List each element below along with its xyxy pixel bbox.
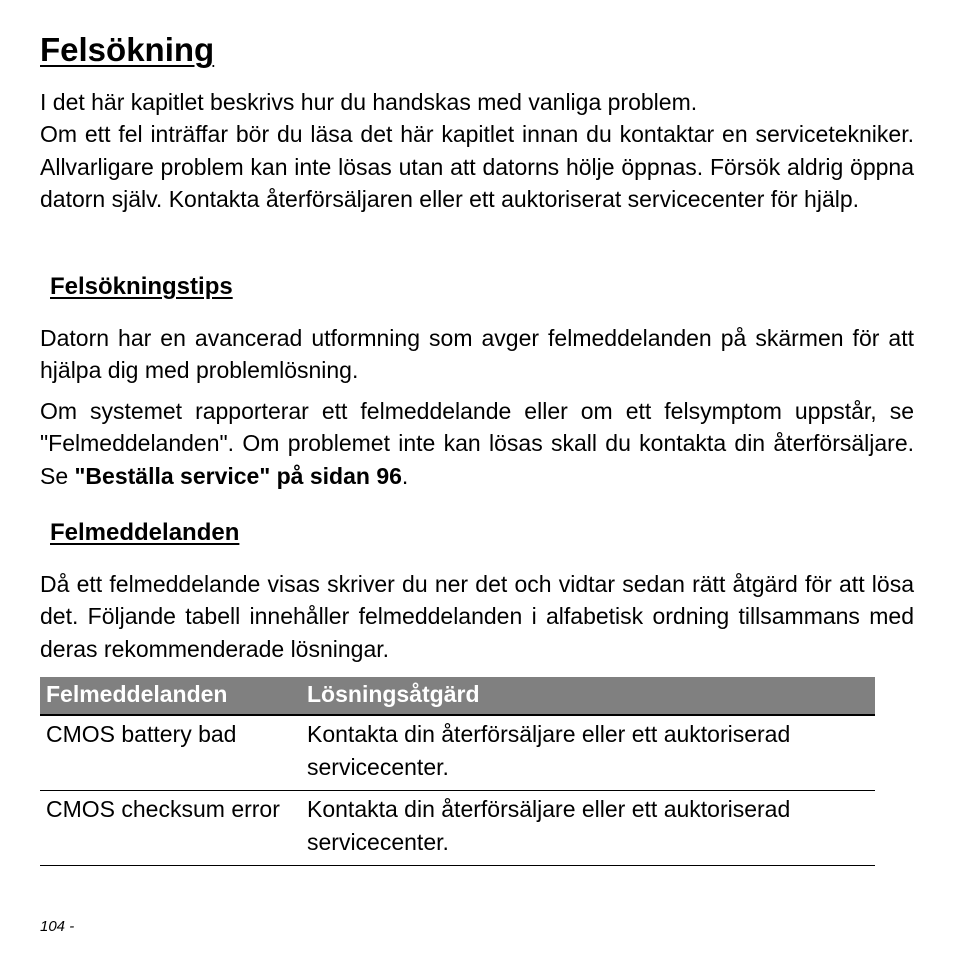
page-title: Felsökning bbox=[40, 31, 215, 68]
solution-cell: Kontakta din återförsäljare eller ett auktoriserad servicecenter. bbox=[301, 715, 875, 791]
service-reference-link[interactable]: "Beställa service" på sidan 96 bbox=[74, 462, 402, 489]
error-messages-table bbox=[40, 677, 875, 866]
table-row bbox=[40, 715, 875, 791]
tips-paragraph-2-end: . bbox=[401, 462, 409, 489]
section-heading-tips: Felsökningstips bbox=[50, 273, 233, 300]
table-header-row bbox=[40, 677, 875, 715]
solution-cell: Kontakta din återförsäljare eller ett auktoriserad servicecenter. bbox=[301, 791, 875, 866]
column-header-message: Felmeddelanden bbox=[40, 677, 301, 715]
intro-paragraph bbox=[40, 86, 914, 215]
page-number: 104 - bbox=[40, 918, 75, 935]
section-heading-errors: Felmeddelanden bbox=[50, 519, 240, 546]
intro-line: I det här kapitlet beskrivs hur du handskas med vanliga problem. bbox=[40, 89, 698, 115]
tips-paragraph-1: Datorn har en avancerad utformning som avger felmeddelanden på skärmen för att hjälpa dig med problemlösning. bbox=[40, 325, 914, 384]
errors-paragraph: Då ett felmeddelande visas skriver du ner det och vidtar sedan rätt åtgärd för att lösa det. Följande tabell innehåller felmeddelanden i alfabetisk ordning tillsammans med deras rekommenderade lösningar. bbox=[40, 571, 914, 662]
error-message-cell: CMOS checksum error bbox=[40, 791, 301, 866]
column-header-solution: Lösningsåtgärd bbox=[301, 677, 875, 715]
table-row bbox=[40, 791, 875, 866]
tips-paragraph-2 bbox=[40, 395, 914, 492]
tips-paragraph-2-text: Om systemet rapporterar ett felmeddelande eller om ett felsymptom uppstår, se "Felmeddelanden". Om problemet inte kan lösas skall du kontakta din återförsäljare. Se bbox=[40, 398, 914, 489]
intro-body: Om ett fel inträffar bör du läsa det här kapitlet innan du kontaktar en servicetekniker. Allvarligare problem kan inte lösas utan att datorns hölje öppnas. Försök aldrig öppna datorn själv. Kontakta återförsäljaren eller ett auktoriserat servicecenter för hjälp. bbox=[40, 121, 914, 212]
error-message-cell: CMOS battery bad bbox=[40, 715, 301, 791]
